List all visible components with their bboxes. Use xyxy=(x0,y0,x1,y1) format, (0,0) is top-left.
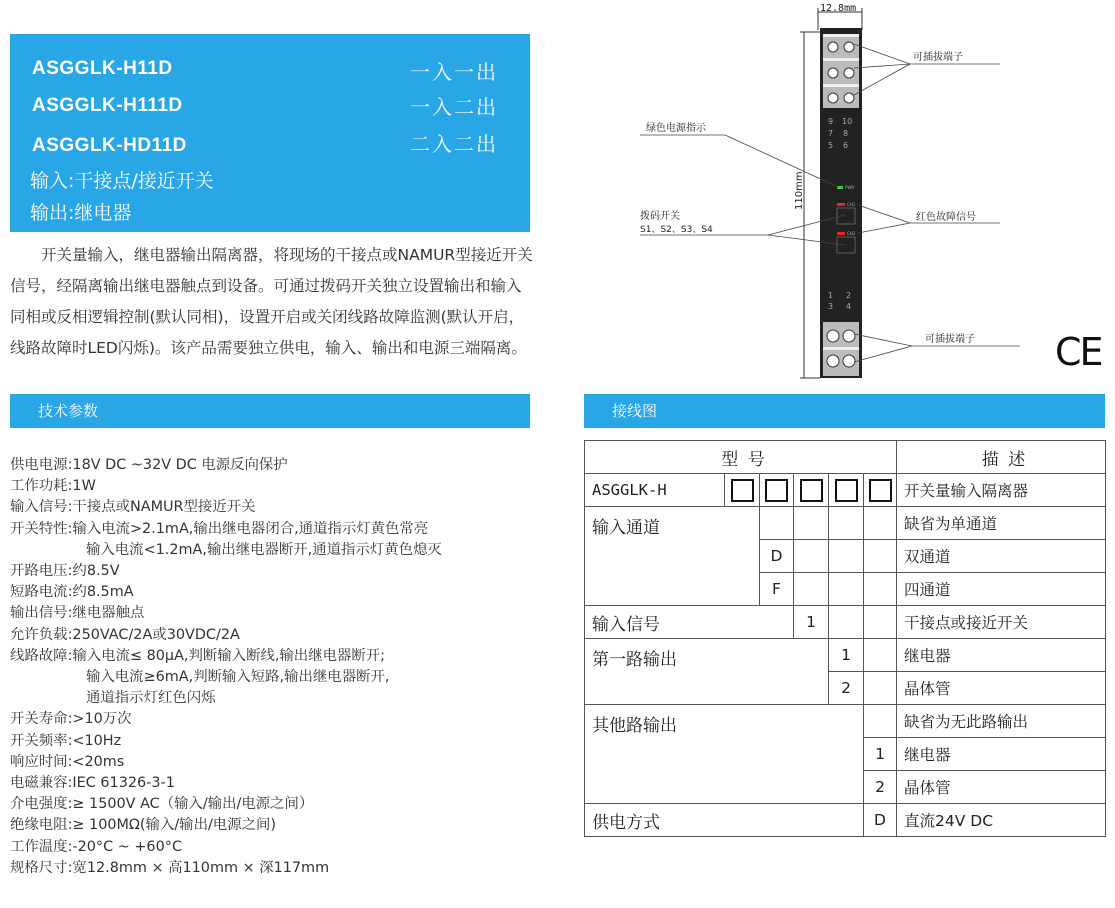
spec-label: 规格尺寸: xyxy=(10,859,73,876)
spec-value-cont: 通道指示灯红色闪烁 xyxy=(86,690,216,707)
spec-label: 介电强度: xyxy=(10,796,73,813)
terminal-number: 7 xyxy=(828,129,834,138)
spec-value: IEC 61326-3-1 xyxy=(72,775,175,792)
fault-led xyxy=(837,203,845,206)
model-desc: 二入二出 xyxy=(410,132,498,156)
model-prefix: ASGGLK-H xyxy=(585,474,725,507)
model-code: ASGGLK-HD11D xyxy=(32,135,187,156)
dip-switch-list: S1、S2、S3、S4 xyxy=(640,225,713,235)
ce-mark: CE xyxy=(1055,330,1102,374)
table-header-row xyxy=(585,441,1106,474)
spec-row xyxy=(10,858,540,879)
spec-row xyxy=(10,773,540,794)
channel-default: 缺省为单通道 xyxy=(897,507,1106,540)
code-box xyxy=(829,474,864,507)
spec-value: 输入电流≤ 80μA,判断输入断线,输出继电器断开; xyxy=(72,647,386,664)
header-desc: 描 述 xyxy=(897,441,1106,474)
table-row xyxy=(585,639,1106,672)
spec-row xyxy=(10,603,540,624)
other-1-desc: 继电器 xyxy=(897,738,1106,771)
spec-label: 输出信号: xyxy=(10,605,73,622)
code-1: 1 xyxy=(864,738,897,771)
spec-row xyxy=(10,582,540,603)
spec-label: 开关频率: xyxy=(10,732,73,749)
height-label: 110mm xyxy=(794,171,805,210)
model-code: ASGGLK-H111D xyxy=(32,95,183,116)
spec-row xyxy=(10,837,540,858)
spec-value: 干接点或NAMUR型接近开关 xyxy=(72,499,256,516)
code-1: 1 xyxy=(829,639,864,672)
top-terminal-block xyxy=(823,34,859,108)
spec-value: 输入电流>2.1mA,输出继电器闭合,通道指示灯黄色常亮 xyxy=(72,520,429,537)
terminal-number: 8 xyxy=(843,129,849,138)
code-box xyxy=(864,474,897,507)
terminal-number: 1 xyxy=(828,291,834,300)
spec-label: 工作温度: xyxy=(10,838,73,855)
spec-value: 宽12.8mm × 高110mm × 深117mm xyxy=(72,859,330,876)
spec-label: 线路故障: xyxy=(10,647,73,664)
model-banner xyxy=(10,34,530,232)
model-code: ASGGLK-H11D xyxy=(32,58,173,79)
spec-value: 18V DC ~32V DC 电源反向保护 xyxy=(72,457,288,473)
spec-label: 允许负载: xyxy=(10,626,73,643)
spec-row xyxy=(10,455,540,476)
signal-label: 输入信号 xyxy=(585,606,794,639)
out1-label: 第一路输出 xyxy=(585,639,829,705)
terminal-bottom-label: 可插拔端子 xyxy=(925,334,975,345)
spec-value: <20ms xyxy=(72,753,125,770)
model-selection-table xyxy=(584,440,1106,837)
terminal-number: 9 xyxy=(828,117,834,126)
power-desc: 直流24V DC xyxy=(897,804,1106,837)
code-d: D xyxy=(864,804,897,837)
code-f: F xyxy=(760,573,794,606)
spec-value-cont: 输入电流≥6mA,判断输入短路,输出继电器断开, xyxy=(86,669,390,686)
spec-row xyxy=(10,476,540,497)
input-type: 输入:干接点/接近开关 xyxy=(30,170,214,192)
terminal-number: 6 xyxy=(843,141,849,150)
spec-row xyxy=(10,646,540,667)
spec-label: 开关寿命: xyxy=(10,711,73,728)
prefix-desc: 开关量输入隔离器 xyxy=(897,474,1106,507)
out1-2-desc: 晶体管 xyxy=(897,672,1106,705)
terminal-top-label: 可插拔端子 xyxy=(913,52,963,63)
code-2: 2 xyxy=(864,771,897,804)
spec-label: 响应时间: xyxy=(10,753,73,770)
spec-row xyxy=(10,815,540,836)
ch-label: CH2 xyxy=(847,231,856,236)
power-label: 供电方式 xyxy=(585,804,864,837)
model-desc: 一入一出 xyxy=(410,60,498,84)
fault-led xyxy=(837,232,845,235)
channel-f-desc: 四通道 xyxy=(897,573,1106,606)
spec-value: 1W xyxy=(72,478,96,495)
code-1: 1 xyxy=(794,606,829,639)
power-led xyxy=(837,186,843,189)
table-row xyxy=(585,474,1106,507)
spec-row xyxy=(10,625,540,646)
code-box xyxy=(760,474,794,507)
code-box xyxy=(794,474,829,507)
terminal-number: 3 xyxy=(828,302,834,311)
green-led-label: 绿色电源指示 xyxy=(646,123,706,134)
spec-value: <10Hz xyxy=(72,732,122,749)
spec-label: 开关特性: xyxy=(10,520,73,537)
spec-value: >10万次 xyxy=(72,711,132,728)
width-label: 12.8mm xyxy=(820,3,857,14)
spec-label: 输入信号: xyxy=(10,499,73,516)
code-box xyxy=(725,474,760,507)
terminal-number: 4 xyxy=(846,302,852,311)
spec-value: 约8.5V xyxy=(72,563,120,580)
signal-desc: 干接点或接近开关 xyxy=(897,606,1106,639)
other-default: 缺省为无此路输出 xyxy=(897,705,1106,738)
red-led-label: 红色故障信号 xyxy=(916,212,976,223)
tech-params-header: 技术参数 xyxy=(10,394,530,428)
intro-paragraph: 开关量输入，继电器输出隔离器，将现场的干接点或NAMUR型接近开关信号，经隔离输出继电器触点到设备。可通过拨码开关独立设置输出和输入同相或反相逻辑控制(默认同相)，设置开启或关闭线路故障监测(默认开启，线路故障时LED闪烁)。该产品需要独立供电，输入、输出和电源三端隔离。 xyxy=(10,246,533,357)
spec-value: 250VAC/2A或30VDC/2A xyxy=(72,626,240,643)
code-2: 2 xyxy=(829,672,864,705)
spec-row xyxy=(10,709,540,730)
spec-value-cont: 输入电流<1.2mA,输出继电器断开,通道指示灯黄色熄灭 xyxy=(86,541,442,558)
other-2-desc: 晶体管 xyxy=(897,771,1106,804)
table-row xyxy=(585,507,1106,540)
spec-row xyxy=(10,752,540,773)
spec-row xyxy=(10,731,540,752)
table-row xyxy=(585,804,1106,837)
model-desc: 一入二出 xyxy=(410,95,498,119)
terminal-number: 5 xyxy=(828,141,834,150)
spec-row xyxy=(10,519,540,540)
spec-row xyxy=(10,561,540,582)
table-row xyxy=(585,705,1106,738)
spec-label: 工作功耗: xyxy=(10,478,73,495)
spec-value: 继电器触点 xyxy=(72,605,145,622)
terminal-number: 2 xyxy=(846,291,852,300)
header-model: 型 号 xyxy=(585,441,897,474)
bottom-terminal-block xyxy=(823,322,859,376)
wiring-header: 接线图 xyxy=(584,394,1105,428)
spec-value: ≥ 1500V AC（输入/输出/电源之间） xyxy=(72,796,314,813)
spec-value: -20°C ~ +60°C xyxy=(72,838,182,855)
spec-row xyxy=(10,794,540,815)
spec-value: ≥ 100MΩ(输入/输出/电源之间) xyxy=(72,817,276,834)
other-label: 其他路输出 xyxy=(585,705,864,804)
spec-label: 短路电流: xyxy=(10,584,73,601)
spec-label: 绝缘电阻: xyxy=(10,817,73,834)
ch-label: CH1 xyxy=(847,202,856,207)
channel-label: 输入通道 xyxy=(585,507,760,606)
spec-label: 供电电源: xyxy=(10,457,73,473)
dip-switch-label: 拨码开关 xyxy=(640,211,680,222)
out1-1-desc: 继电器 xyxy=(897,639,1106,672)
spec-label: 开路电压: xyxy=(10,563,73,580)
channel-d-desc: 双通道 xyxy=(897,540,1106,573)
table-row xyxy=(585,606,1106,639)
pwr-label: PWR xyxy=(845,185,855,190)
device-diagram xyxy=(620,0,1020,385)
spec-label: 电磁兼容: xyxy=(10,775,73,792)
terminal-number: 10 xyxy=(842,117,853,126)
spec-row xyxy=(10,497,540,518)
code-d: D xyxy=(760,540,794,573)
spec-value: 约8.5mA xyxy=(72,584,134,601)
output-type: 输出:继电器 xyxy=(30,202,132,224)
spec-list xyxy=(10,455,540,879)
